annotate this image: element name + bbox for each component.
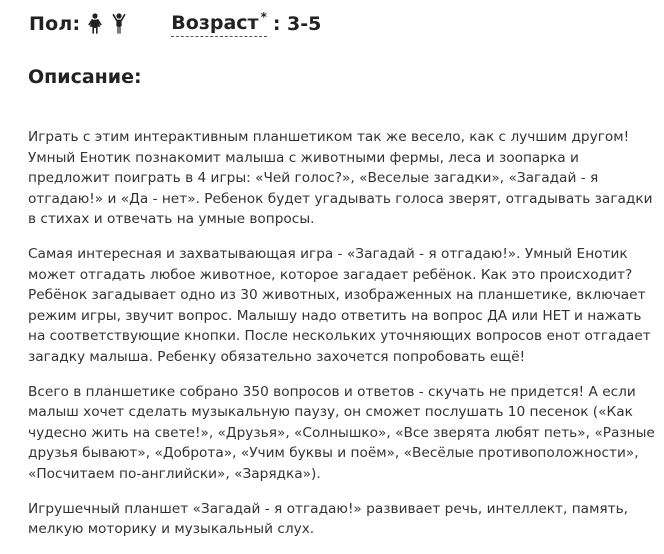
age-value: : 3-5 (272, 13, 322, 35)
age-footnote-star: * (260, 9, 267, 24)
description-paragraph: Играть с этим интерактивным планшетиком так же весело, как с лучшим другом! Умный Енотик познакомит малыша с животными фермы, леса и зоопарка и предложит поиграть в 4 игры: «Чей голос?», «Веселые загадки», «Загадай - я отгадаю!» и «Да - нет». Ребенок будет угадывать голоса зверят, отгадывать загадки в стихах и отвечать на умные вопросы. (28, 129, 653, 228)
boy-icon (112, 13, 126, 35)
description-paragraph: Игрушечный планшет «Загадай - я отгадаю!» развивает речь, интеллект, память, мелкую моторику и музыкальный слух. (28, 500, 629, 538)
description-body (28, 127, 658, 554)
description-paragraph: Всего в планшетике собрано 350 вопросов и ответов - скучать не придется! А если малыш хочет сделать музыкальную паузу, он сможет послушать 10 песенок («Как чудесно жить на свете!», «Друзья», «Солнышко», «Все зверята любят петь», «Разные друзья бывают», «Доброта», «Учим буквы и поём», «Весёлые противоположности», «Посчитаем по-английски», «Зарядка»). (28, 383, 655, 482)
product-attributes-row (29, 9, 321, 39)
girl-icon (88, 13, 102, 35)
gender-label: Пол: (29, 13, 81, 35)
gender-icons (88, 13, 126, 35)
description-title: Описание: (28, 66, 142, 88)
description-paragraph: Самая интересная и захватывающая игра - «Загадай - я отгадаю!». Умный Енотик может отгадать любое животное, которое загадает ребёнок. Как это происходит? Ребёнок загадывает одно из 30 животных, изображенных на планшетике, включает режим игры, звучит вопрос. Малышу надо ответить на вопрос ДА или НЕТ и нажать на соответствующие кнопки. После нескольких уточняющих вопросов енот отгадает загадку малыша. Ребенку обязательно захочется попробовать ещё! (28, 245, 651, 365)
age-label[interactable]: Возраст * (171, 12, 267, 37)
age-block (171, 9, 322, 37)
